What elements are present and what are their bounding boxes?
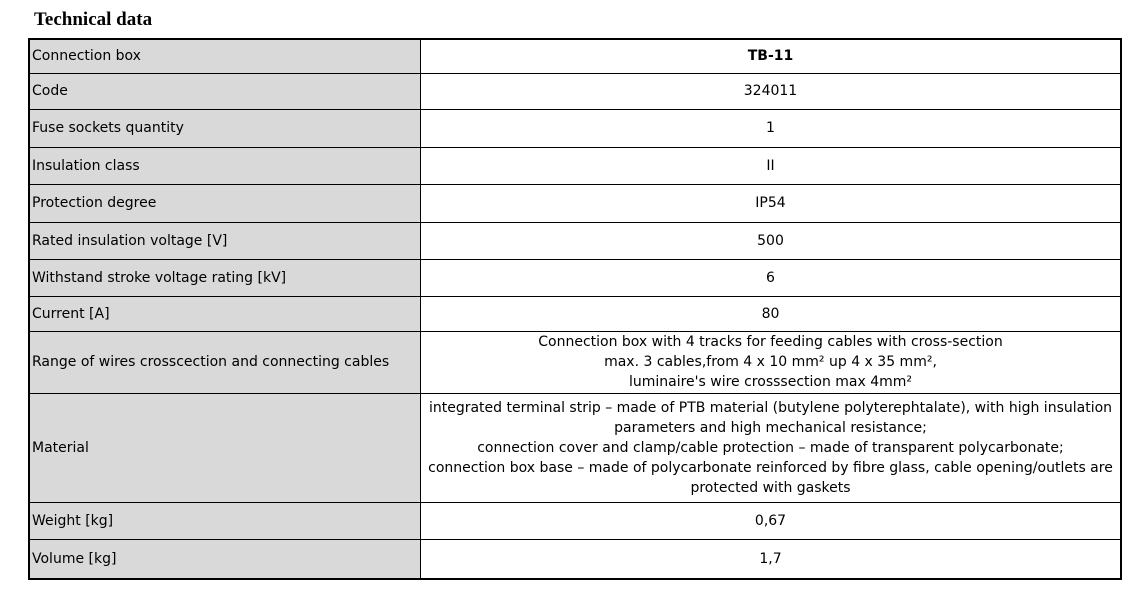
- row-value: 6: [421, 259, 1122, 296]
- table-row: [29, 73, 1121, 109]
- table-row: [29, 393, 1121, 502]
- row-label: Weight [kg]: [29, 502, 421, 539]
- row-label: Connection box: [29, 39, 421, 73]
- row-value: IP54: [421, 184, 1122, 222]
- row-value: 500: [421, 222, 1122, 259]
- value-line: connection box base – made of polycarbonate reinforced by fibre glass, cable opening/outlets are: [428, 459, 1113, 476]
- row-value: 1,7: [421, 539, 1122, 579]
- row-label: Current [A]: [29, 296, 421, 331]
- row-value: II: [421, 147, 1122, 184]
- value-line: luminaire's wire crosssection max 4mm²: [628, 374, 913, 390]
- value-line: connection cover and clamp/cable protection – made of transparent polycarbonate;: [477, 439, 1064, 456]
- table-row: [29, 109, 1121, 147]
- table-row: [29, 539, 1121, 579]
- table-row: [29, 39, 1121, 73]
- technical-data-table: [28, 38, 1122, 580]
- row-label: Material: [29, 393, 421, 502]
- table-row: [29, 502, 1121, 539]
- table-row: [29, 184, 1121, 222]
- table-row: [29, 296, 1121, 331]
- row-label: Withstand stroke voltage rating [kV]: [29, 259, 421, 296]
- value-line: max. 3 cables,from 4 x 10 mm² up 4 x 35 mm²,: [604, 354, 937, 370]
- row-label: Fuse sockets quantity: [29, 109, 421, 147]
- value-line: Connection box with 4 tracks for feeding cables with cross-section: [538, 334, 1003, 350]
- value-line: parameters and high mechanical resistance;: [614, 419, 927, 436]
- row-value: 324011: [421, 73, 1122, 109]
- row-value: 80: [421, 296, 1122, 331]
- row-value: TB-11: [421, 39, 1122, 73]
- value-line: integrated terminal strip – made of PTB material (butylene polyterephtalate), with high insulation: [428, 399, 1113, 416]
- row-label: Rated insulation voltage [V]: [29, 222, 421, 259]
- row-label: Protection degree: [29, 184, 421, 222]
- row-value: [421, 393, 1122, 502]
- row-label: Insulation class: [29, 147, 421, 184]
- page-title: Technical data: [34, 9, 153, 30]
- table-row: [29, 331, 1121, 393]
- table-row: [29, 222, 1121, 259]
- row-label: Volume [kg]: [29, 539, 421, 579]
- table-row: [29, 147, 1121, 184]
- table-row: [29, 259, 1121, 296]
- value-line: protected with gaskets: [690, 479, 851, 496]
- row-label: Code: [29, 73, 421, 109]
- row-value: [421, 331, 1122, 393]
- row-label: Range of wires crosscection and connecting cables: [29, 331, 421, 393]
- row-value: 1: [421, 109, 1122, 147]
- row-value: 0,67: [421, 502, 1122, 539]
